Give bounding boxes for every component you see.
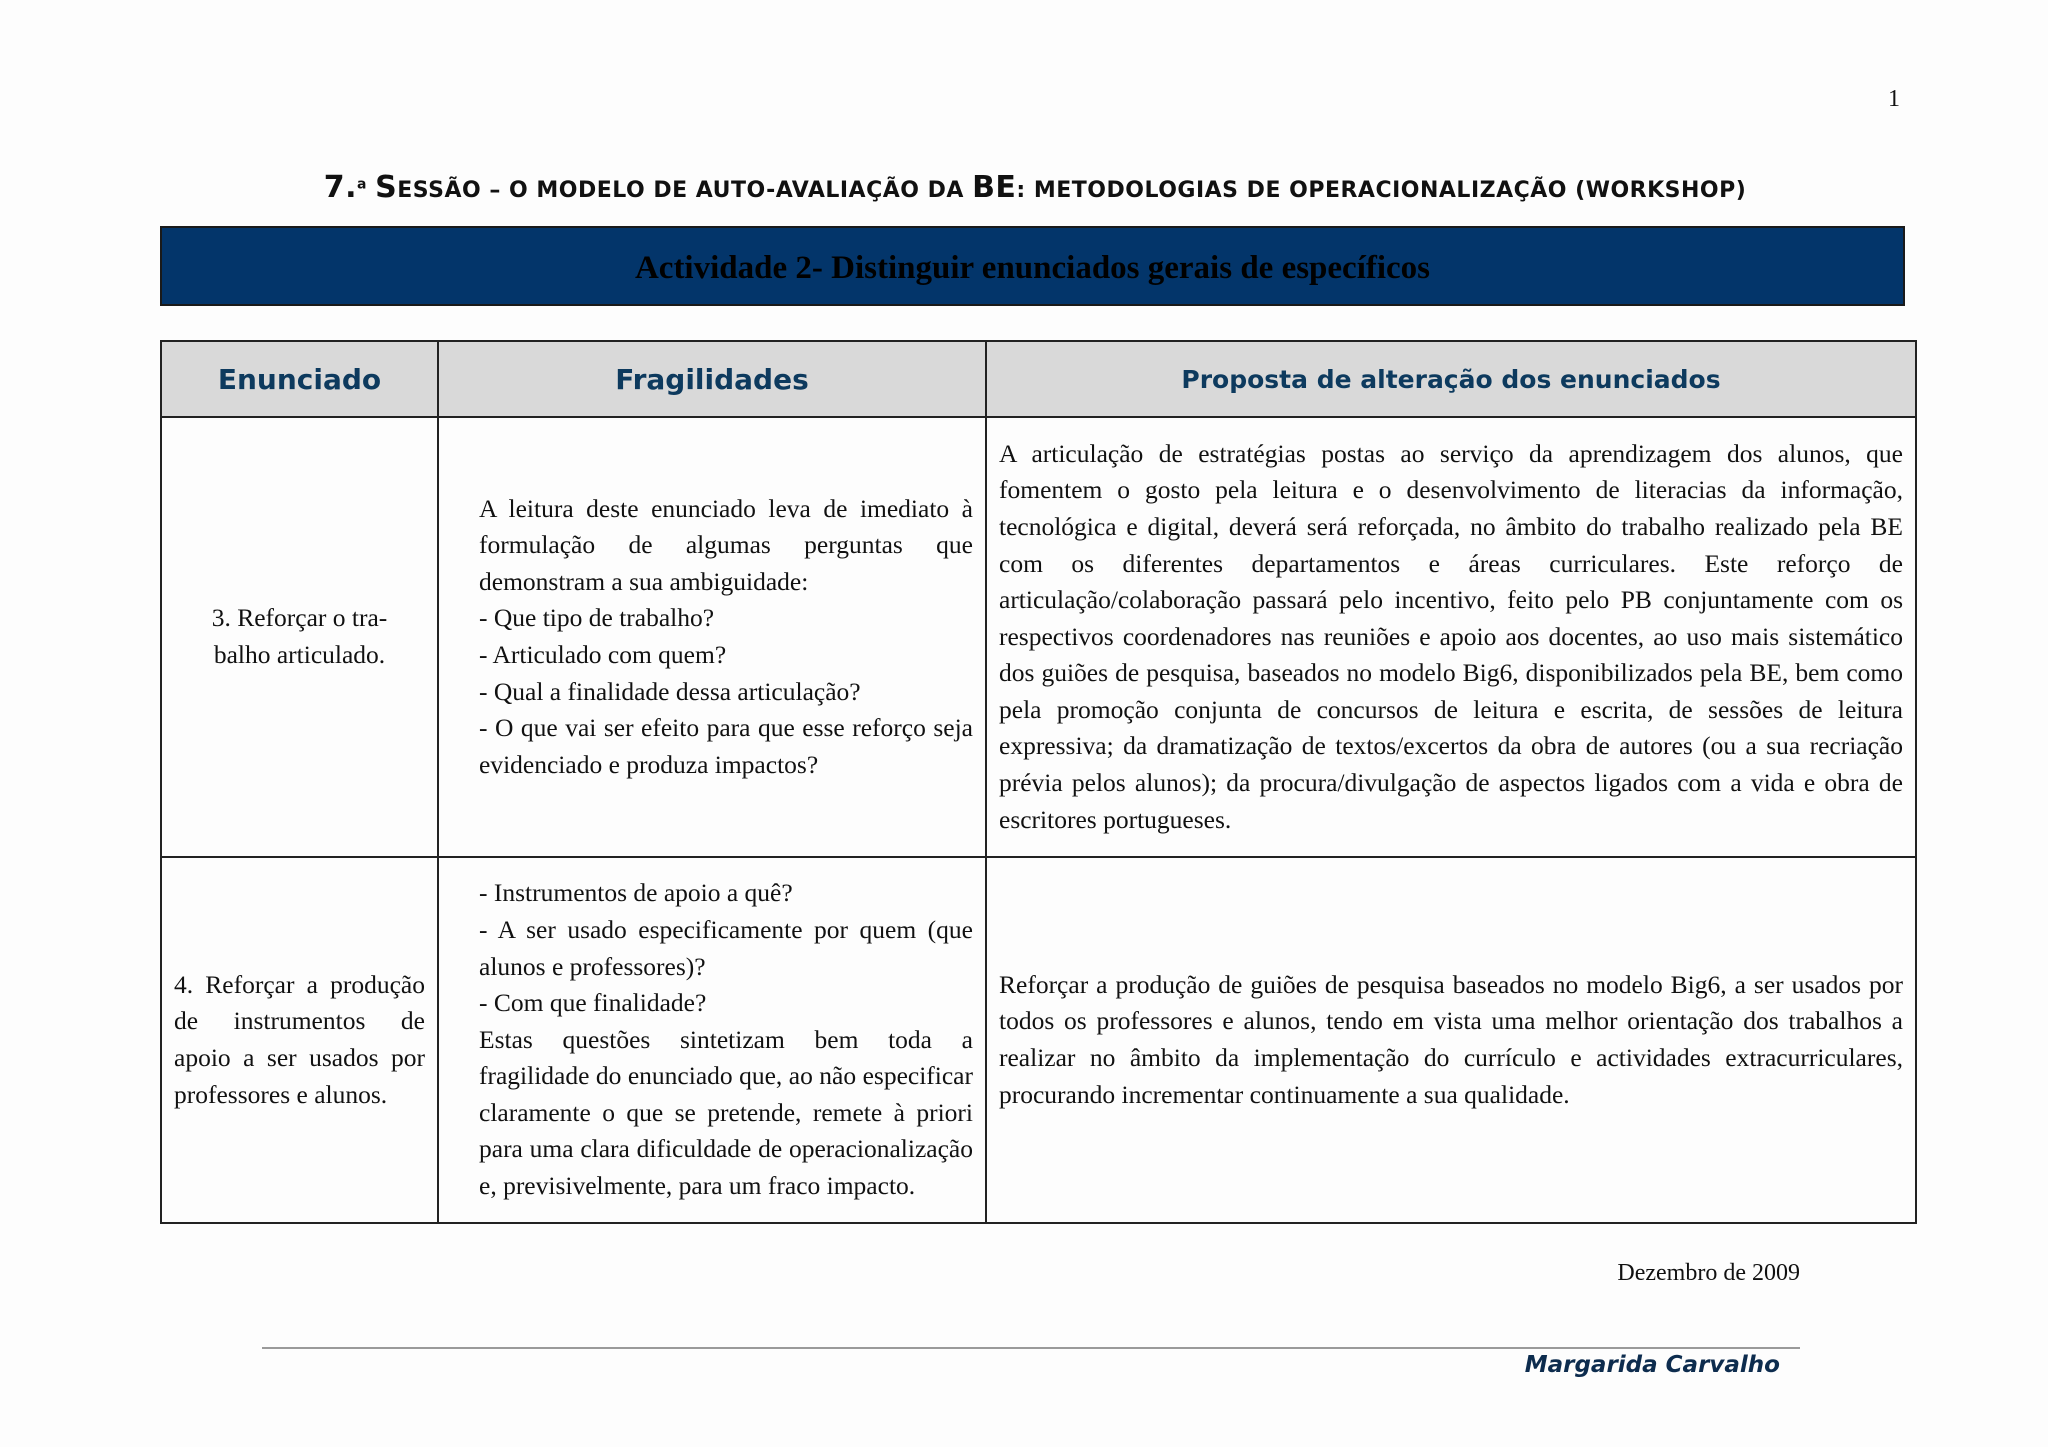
header-fragilidades: Fragilidades (438, 341, 986, 417)
fragilidades-question: - O que vai ser efeito para que esse reforço seja evidenciado e produza impactos? (479, 713, 973, 779)
fragilidades-question: - Que tipo de trabalho? (479, 603, 715, 633)
document-date: Dezembro de 2009 (1617, 1260, 1800, 1286)
proposta-cell: A articulação de estratégias postas ao serviço da aprendizagem dos alunos, que fomentem o gosto pela leitura e o desenvolvimento de literacias da informação, tecnológica e digital, deverá será reforçada, no âmbito do trabalho realizado pela BE com os diferentes departamentos e áreas curriculares. Este reforço de articulação/colaboração passará pelo incentivo, feito pelo PB conjuntamente com os respectivos coordenadores nas reuniões e apoio aos docentes, ao uso mais sistemático dos guiões de pesquisa, baseados no modelo Big6, disponibilizados pela BE, bem como pela promoção conjunta de concursos de leitura e escrita, de sessões de leitura expressiva; da dramatização de textos/excertos da obra de autores (ou a sua recriação prévia pelos alunos); da procura/divulgação de aspectos ligados com a vida e obra de escritores portugueses. (986, 417, 1916, 857)
fragilidades-cell (438, 857, 986, 1223)
enunciado-line: balho articulado. (213, 640, 386, 669)
proposta-cell: Reforçar a produção de guiões de pesquisa baseados no modelo Big6, a ser usados por todos os professores e alunos, tendo em vista uma melhor orientação dos trabalhos a realizar no âmbito da implementação do currículo e actividades extracurriculares, procurando incrementar continuamente a sua qualidade. (986, 857, 1916, 1223)
header-enunciado: Enunciado (161, 341, 438, 417)
table-row (161, 857, 1916, 1223)
session-title-ordinal: a (356, 176, 367, 193)
session-title-number: 7. (323, 170, 357, 205)
session-title (160, 170, 1910, 205)
page-number: 1 (1888, 86, 1900, 112)
table-row (161, 417, 1916, 857)
fragilidades-question: - Com que finalidade? (479, 988, 707, 1018)
enunciado-cell (161, 857, 438, 1223)
fragilidades-question: - A ser usado especificamente por quem (que alunos e professores)? (479, 914, 973, 981)
table-header-row (161, 341, 1916, 417)
session-title-be: BE (972, 170, 1017, 205)
session-title-initial: S (375, 170, 398, 205)
activity-banner (160, 226, 1905, 306)
fragilidades-question: - Articulado com quem? (479, 640, 727, 669)
enunciado-line: 3. Reforçar o tra- (211, 603, 388, 633)
fragilidades-cell (438, 417, 986, 857)
enunciado-cell (161, 417, 438, 857)
activity-title: Actividade 2- Distinguir enunciados gerais de específicos (634, 249, 1431, 286)
footer-divider (262, 1347, 1800, 1349)
header-proposta: Proposta de alteração dos enunciados (986, 341, 1916, 417)
session-title-text: ESSÃO – O MODELO DE AUTO-AVALIAÇÃO DA (397, 178, 973, 203)
session-title-rest: : METODOLOGIAS DE OPERACIONALIZAÇÃO (WORKSHOP) (1016, 178, 1747, 203)
fragilidades-question: - Qual a finalidade dessa articulação? (479, 676, 861, 706)
assessment-table (160, 340, 1917, 1224)
enunciado-line: 4. Reforçar a produção de instrumentos de apoio a ser usados por professores e alunos. (174, 969, 425, 1109)
fragilidades-question: - Instrumentos de apoio a quê? (479, 878, 793, 908)
fragilidades-paragraph: Estas questões sintetizam bem toda a fragilidade do enunciado que, ao não especificar claramente o que se pretende, remete à priori para uma clara dificuldade de operacionalização e, previsivelmente, para um fraco impacto. (479, 1024, 973, 1201)
fragilidades-paragraph: A leitura deste enunciado leva de imediato à formulação de algumas perguntas que demonstram a sua ambiguidade: (479, 493, 973, 596)
author-name: Margarida Carvalho (1524, 1352, 1780, 1378)
